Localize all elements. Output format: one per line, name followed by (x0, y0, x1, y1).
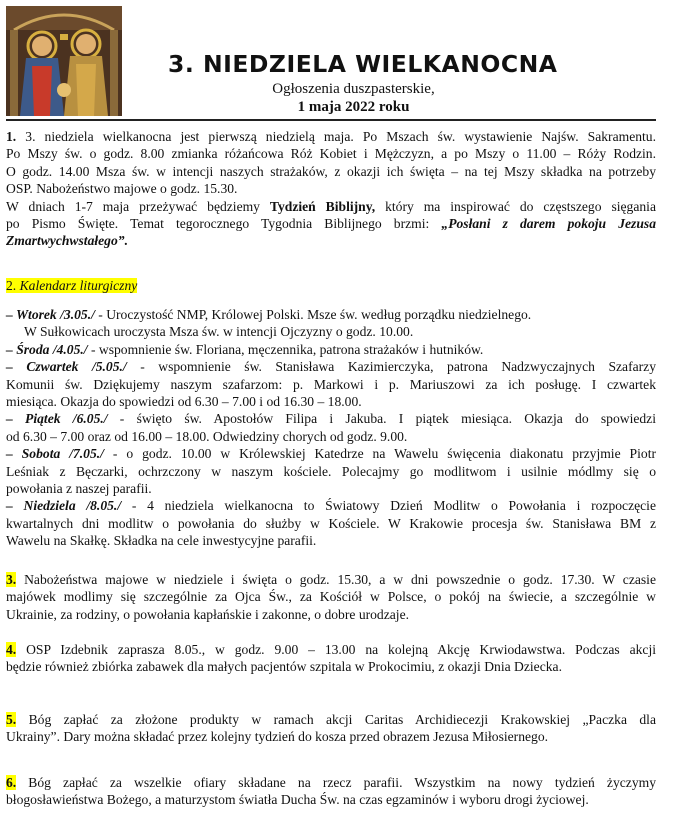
calendar-entry-friday: – Piątek /6.05./ - święto św. Apostołów Filipa i Jakuba. I piątek miesiąca. Okazja do spowiedzi (6, 411, 656, 427)
calendar-entry-sunday: – Niedziela /8.05./ - 4 niedziela wielkanocna to Światowy Dzień Modlitw o Powołania i rozpoczęcie (6, 498, 656, 514)
announcement-number: 3. (6, 572, 17, 587)
announcement-3: 3. Nabożeństwa majowe w niedziele i święta o godz. 15.30, a w dni powszednie o godz. 17.30. W czasie majówek modlimy się szczególnie za Ojca Św., za Kościół w Polsce, o pokój na świecie, a szczególnie w Ukrainie, za rodziny, o powołania kapłańskie i zakonne, o dobre urodzaje. (6, 572, 656, 622)
calendar-entry-wednesday: – Środa /4.05./ - wspomnienie św. Floriana, męczennika, patrona strażaków i hutników. (6, 341, 484, 357)
announcement-6: 6. Bóg zapłać za wszelkie ofiary składane na rzecz parafii. Wszystkim na nowy tydzień życzymy błogosławieństwa Bożego, a maturzystom światła Ducha Św. na czas egzaminów i wyboru drogi życiowej. (6, 775, 656, 808)
bible-week-label: Tydzień Biblijny, (269, 198, 376, 214)
calendar-heading (6, 277, 656, 294)
header-divider (6, 119, 656, 121)
announcement-number: 1. (6, 129, 17, 144)
calendar-entry-thursday: – Czwartek /5.05./ - wspomnienie św. Stanisława Kazimierczyka, patrona Nadzwyczajnych Szafarzy (6, 359, 656, 375)
announcement-number: 5. (6, 712, 17, 727)
calendar-title: Kalendarz liturgiczny (19, 278, 138, 293)
bible-week-theme: „Posłani z darem pokoju Jezusa (441, 216, 656, 232)
announcement-5: 5. Bóg zapłać za złożone produkty w ramach akcji Caritas Archidiecezji Krakowskiej „Paczka dla Ukrainy”. Dary można składać przez kolejny tydzień do kosza przed obrazem Jezusa Miłosiernego. (6, 712, 656, 745)
page-date: 1 maja 2022 roku (297, 99, 410, 115)
page-title: 3. NIEDZIELA WIELKANOCNA (168, 50, 558, 78)
liturgical-calendar: – Wtorek /3.05./ - Uroczystość NMP, Królowej Polski. Msze św. według porządku niedzielnego. W Sułkowicach uroczysta Msza św. w intencji Ojczyzny o godz. 10.00. – Środa /4.05./ - wspomnienie św. Floriana, męczennika, patrona strażaków i hutników. – Czwartek /5.05./ - wspomnienie św. Stanisława Kazimierczyka, patrona Nadzwyczajnych Szafarzy Komunii św. Dziękujemy naszym szafarzom: p. Markowi i p. Mariuszowi za ich posługę. I czwartek miesiąca. Okazja do spowiedzi od 6.30 – 7.00 i od 16.30 – 18.00. – Piątek /6.05./ - święto św. Apostołów Filipa i Jakuba. I piątek miesiąca. Okazja do spowiedzi od 6.30 – 7.00 oraz od 16.00 – 18.00. Odwiedziny chorych od godz. 9.00. – Sobota /7.05./ - o godz. 10.00 w Królewskiej Katedrze na Wawelu święcenia diakonatu przyjmie Piotr Leśniak z Bęczarki, ochrzczony w naszym kościele. Polecajmy go modlitwom i usilnie módlmy się o powołania z naszej parafii. – Niedziela /8.05./ - 4 niedziela wielkanocna to Światowy Dzień Modlitw o Powołania i rozpoczęcie kwartalnych dni modlitw o powołania do służby w Kościele. W Krakowie procesja św. Stanisława BM z Wawelu na Skałkę. Składka na cele inwestycyjne parafii. (6, 307, 656, 549)
announcement-number: 2. (6, 278, 17, 293)
announcement-number: 6. (6, 775, 17, 790)
announcement-4: 4. OSP Izdebnik zaprasza 8.05., w godz. 9.00 – 13.00 na kolejną Akcję Krwiodawstwa. Podczas akcji będzie również zbiórka zabawek dla małych pacjentów szpitala w Prokocimiu, z okazji Dnia Dziecka. (6, 642, 656, 675)
announcement-1: 1. 3. niedziela wielkanocna jest pierwszą niedzielą maja. Po Mszach św. wystawienie Najśw. Sakramentu. Po Mszy św. o godz. 8.00 zmianka różańcowa Róż Kobiet i Mężczyzn, a po Mszy o 11.00 – Róży Rodzin. O godz. 14.00 Msza św. w intencji naszych strażaków, z okazji ich święta – na tej Mszy składka na potrzeby OSP. Nabożeństwo majowe o godz. 15.30. W dniach 1-7 maja przeżywać będziemy Tydzień Biblijny, który ma inspirować do częstszego sięgania po Pismo Święte. Temat tegorocznego Tygodnia Biblijnego brzmi: „Posłani z darem pokoju Jezusa Zmartwychwstałego”. (6, 129, 656, 249)
calendar-entry-saturday: – Sobota /7.05./ - o godz. 10.00 w Królewskiej Katedrze na Wawelu święcenia diakonatu przyjmie Piotr (6, 446, 656, 462)
announcement-number: 4. (6, 642, 17, 657)
calendar-entry-tuesday: – Wtorek /3.05./ - Uroczystość NMP, Królowej Polski. Msze św. według porządku niedzielnego. (6, 307, 532, 322)
page-subtitle: Ogłoszenia duszpasterskie, (272, 81, 435, 97)
